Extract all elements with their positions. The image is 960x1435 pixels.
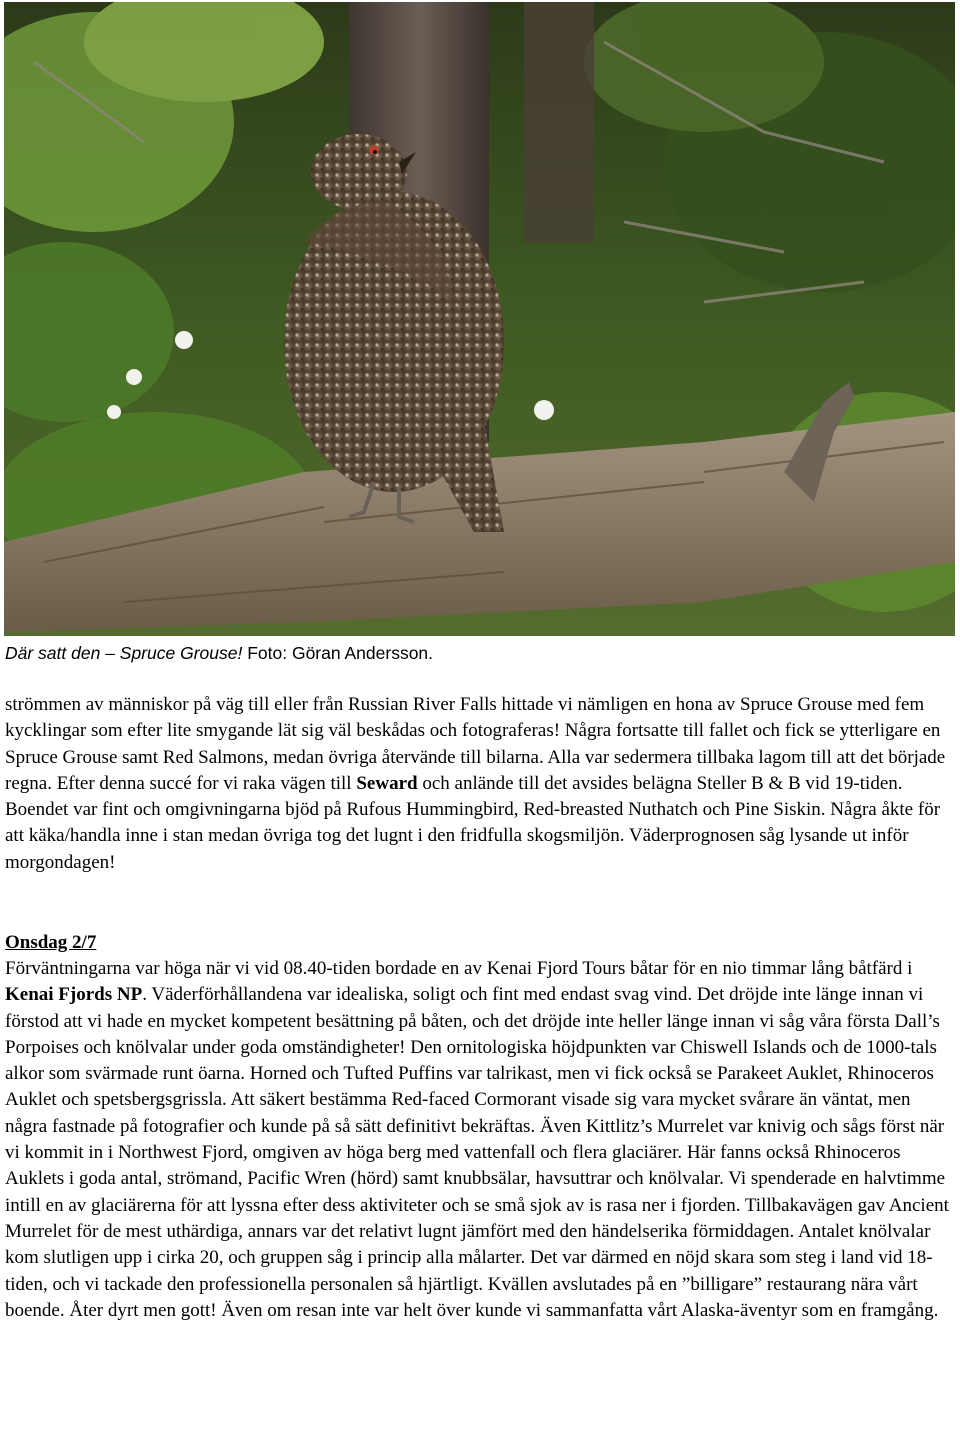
place-seward: Seward — [356, 772, 418, 794]
paragraph-2 — [5, 956, 955, 1324]
caption-credit: Foto: Göran Andersson. — [242, 643, 434, 663]
paragraph-2-text-c: . Väderförhållandena var idealiska, soligt och fint med endast svag vind. Det dröjde inte länge innan vi förstod att vi hade en mycket kompetent besättning på båten, och det dröjde inte heller länge innan vi såg våra första Dall’s Porpoises och knölvalar under goda omständigheter! Den ornitologiska höjdpunkten var Chiswell Islands och de 1000-tals alkor som svärmade runt öarna. Horned och Tufted Puffins var talrikast, men vi fick också se Parakeet Auklet, Rhinoceros Auklet och spetsbergsgrissla. Att säkert bestämma Red-faced Cormorant visade sig vara mycket svårare än väntat, men några fastnade på fotografier och kunde på så sätt definitivt bekräftas. Även Kittlitz’s Murrelet var knivig och sågs först när vi kommit in i Northwest Fjord, omgiven av höga berg med vattenfall och flera glaciärer. Här fanns också Rhinoceros Auklets i goda antal, strömand, Pacific Wren (hörd) samt knubbsälar, havsuttrar och knölvalar. Vi spenderade en halvtimme intill en av glaciärerna för att lyssna efter dess aktiviteter och se små sjok av is rasa ner i fjorden. Tillbakavägen gav Ancient Murrelet för de mest uthärdiga, annars var det relativt lugnt jämfört med den händelserika förmiddagen. Antalet knölvalar kom slutligen upp i cirka 20, och gruppen såg i princip alla målarter. Det var därmed en nöjd skara som steg i land vid 18-tiden, och vi tackade den professionella personalen så hjärtligt. Kvällen avslutades på en ”billigare” restaurang nära vårt boende. Åter dyrt men gott! Även om resan inte var helt över kunde vi sammanfatta vårt Alaska-äventyr som en framgång. — [5, 984, 949, 1321]
paragraph-1-text-c: och anlände till det avsides belägna Steller B & B vid 19-tiden. Boendet var fint och omgivningarna bjöd på Rufous Hummingbird, Red-breasted Nuthatch och Pine Siskin. Några åkte för att käka/handla inne i stan medan övriga tog det lugnt i den fridfulla skogsmiljön. Väderprognosen såg lysande ut inför morgondagen! — [5, 772, 941, 873]
paragraph-1-text-a: strömmen av människor på väg till eller från Russian River Falls hittade vi nämligen en hona av Spruce Grouse med fem kycklingar som efter lite smygande lät sig väl beskådas och fotograferas! Några fortsatte till fallet och fick se ytterligare en Spruce Grouse samt Red Salmons, medan övriga återvände till bilarna. Alla var sedermera tillbaka lagom till att det började regna. Efter denna succé for vi raka vägen till — [5, 694, 946, 794]
day-heading: Onsdag 2/7 — [5, 932, 97, 953]
paragraph-1 — [5, 692, 955, 876]
place-kenai-fjords: Kenai Fjords NP — [5, 984, 143, 1006]
paragraph-2-text-a: Förväntningarna var höga när vi vid 08.40-tiden bordade en av Kenai Fjord Tours båtar för en nio timmar lång båtfärd i — [5, 958, 913, 979]
caption-species: Spruce Grouse! — [119, 643, 243, 663]
photo-caption — [5, 642, 955, 664]
caption-prefix: Där satt den – — [5, 643, 120, 663]
photo-illustration — [4, 2, 955, 636]
spruce-grouse-photo — [4, 2, 955, 636]
